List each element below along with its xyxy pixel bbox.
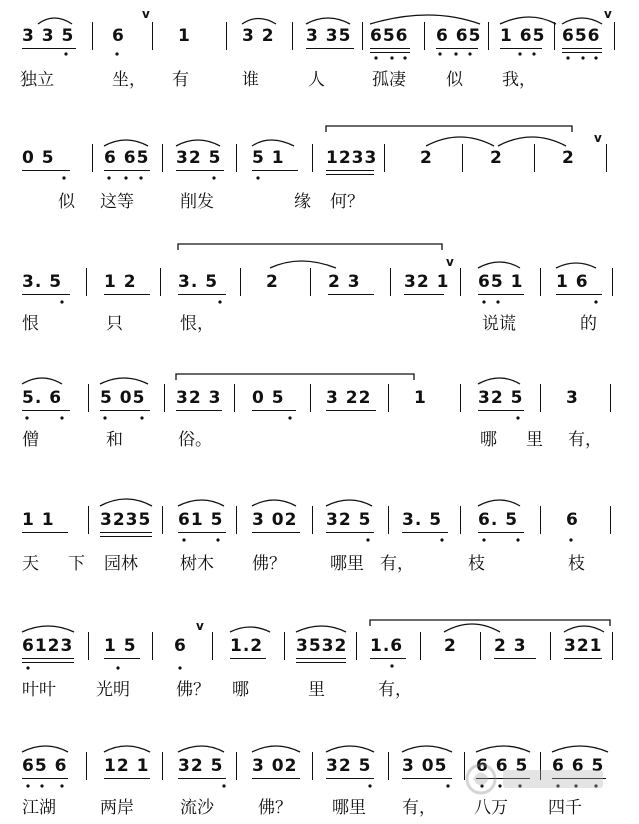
underline [326, 532, 374, 533]
underline [252, 410, 296, 411]
bar-line [362, 22, 363, 50]
bar-line [88, 506, 89, 534]
lyric-word: 只 [106, 314, 123, 334]
note-group: 32 5 [326, 510, 372, 530]
note-group: 1 [178, 26, 191, 46]
lyric-word: 哪里 [330, 554, 364, 574]
bar-line [236, 752, 237, 780]
lyric-word: 哪 [232, 680, 249, 700]
bar-line [606, 144, 607, 172]
lyric-word: 下 [68, 554, 85, 574]
bar-line [86, 752, 87, 780]
lyric-word: 树木 [180, 554, 214, 574]
note-group: 1 65 [500, 26, 546, 46]
note-group: 3 [566, 388, 579, 408]
note-group: 2 [562, 148, 575, 168]
note-group: 32 1 [404, 272, 450, 292]
note-group: 61 5 [178, 510, 224, 530]
bar-line [460, 384, 461, 412]
underline [328, 294, 374, 295]
bar-line [312, 752, 313, 780]
underline [252, 532, 300, 533]
bar-line [540, 506, 541, 534]
underline [252, 170, 298, 171]
note-group: 3 02 [252, 510, 298, 530]
note-group: 0 5 [22, 148, 55, 168]
note-group: 656 [370, 26, 409, 46]
score-system-2 [0, 118, 639, 228]
score-system-4 [0, 354, 639, 464]
note-group: 3 35 [306, 26, 352, 46]
bar-line [460, 506, 461, 534]
bar-line [388, 752, 389, 780]
note-group: 1.6 [370, 636, 404, 656]
underline [370, 52, 410, 53]
lyric-word: 枝 [468, 554, 485, 574]
underline [22, 658, 74, 659]
score-system-5 [0, 472, 639, 582]
underline [178, 778, 226, 779]
underline [104, 170, 150, 171]
note-group: 6 6 5 [552, 756, 605, 776]
bar-line [240, 268, 241, 296]
lyric-word: 园林 [104, 554, 138, 574]
underline [402, 532, 448, 533]
note-group: 3532 [296, 636, 348, 656]
bar-line [550, 632, 551, 660]
underline [176, 410, 222, 411]
note-group: 3. 5 [402, 510, 443, 530]
note-group: 656 [562, 26, 601, 46]
note-group: 3. 5 [22, 272, 63, 292]
lyric-word: 僧 [22, 430, 39, 450]
bar-line [420, 632, 421, 660]
bar-line [92, 22, 93, 50]
bar-line [310, 268, 311, 296]
note-group: 3 2 [242, 26, 275, 46]
underline [478, 532, 524, 533]
bar-line [460, 268, 461, 296]
underline [100, 536, 152, 537]
bar-line [162, 506, 163, 534]
note-group: 65 6 [22, 756, 68, 776]
lyric-word: 孤凄 [372, 70, 406, 90]
bar-line [424, 22, 425, 50]
lyric-word: 枝 [568, 554, 585, 574]
lyric-word: 有， [380, 554, 414, 574]
underline [22, 170, 70, 171]
breath-mark: v [196, 619, 204, 633]
underline [402, 778, 452, 779]
lyric-word: 的 [580, 314, 597, 334]
bar-line [388, 506, 389, 534]
underline [562, 48, 602, 49]
note-group: 32 3 [176, 388, 222, 408]
lyric-word: 佛？ [252, 554, 286, 574]
underline [22, 778, 68, 779]
bar-line [612, 268, 613, 296]
lyric-word: 缘 [294, 192, 311, 212]
lyric-word: 俗。 [178, 430, 212, 450]
lyric-word: 四千 [548, 798, 582, 818]
underline [370, 48, 410, 49]
lyric-word: 说谎 [482, 314, 516, 334]
bar-line [388, 384, 389, 412]
underline [296, 662, 346, 663]
note-group: 6 [174, 636, 187, 656]
bar-line [88, 384, 89, 412]
note-group: 32 5 [326, 756, 372, 776]
bar-line [236, 506, 237, 534]
bar-line [610, 506, 611, 534]
underline [22, 294, 70, 295]
bar-line [234, 384, 235, 412]
lyric-word: 独立 [20, 70, 54, 90]
note-group: 3235 [100, 510, 152, 530]
lyric-word: 流沙 [180, 798, 214, 818]
breath-mark: v [594, 131, 602, 145]
bar-line [292, 22, 293, 50]
note-group: 32 5 [178, 756, 224, 776]
note-group: 1.2 [230, 636, 264, 656]
underline [178, 532, 226, 533]
lyric-word: 叶叶 [22, 680, 56, 700]
note-group: 2 [420, 148, 433, 168]
lyric-word: 何？ [330, 192, 364, 212]
bar-line [86, 268, 87, 296]
lyric-word: 里 [526, 430, 543, 450]
bar-line [160, 268, 161, 296]
lyric-word: 佛？ [258, 798, 292, 818]
note-group: 3 05 [402, 756, 448, 776]
bar-line [488, 22, 489, 50]
note-group: 32 5 [176, 148, 222, 168]
note-group: 5 1 [252, 148, 285, 168]
lyric-word: 八万 [474, 798, 508, 818]
bar-line [284, 632, 285, 660]
underline [104, 294, 150, 295]
bar-line [614, 22, 615, 50]
lyric-word: 有 [172, 70, 189, 90]
note-group: 1 1 [22, 510, 55, 530]
note-group: 6. 5 [478, 510, 519, 530]
bar-line [356, 632, 357, 660]
underline [556, 294, 602, 295]
underline [178, 294, 226, 295]
underline [100, 410, 150, 411]
note-group: 2 [266, 272, 279, 292]
bar-line [164, 384, 165, 412]
bar-line [390, 268, 391, 296]
bar-line [92, 144, 93, 172]
bar-line [226, 22, 227, 50]
lyric-word: 佛？ [176, 680, 210, 700]
lyric-word: 两岸 [100, 798, 134, 818]
underline [176, 170, 224, 171]
note-group: 3 3 5 [22, 26, 75, 46]
note-group: 5. 6 [22, 388, 63, 408]
bar-line [554, 22, 555, 50]
bar-line [384, 144, 385, 172]
underline [22, 532, 68, 533]
underline [22, 48, 76, 49]
note-group: 2 [490, 148, 503, 168]
bar-line [312, 144, 313, 172]
lyric-word: 谁 [242, 70, 259, 90]
lyric-word: 似 [446, 70, 463, 90]
underline [100, 532, 152, 533]
breath-mark: v [142, 7, 150, 21]
note-group: 6 65 [436, 26, 482, 46]
lyric-word: 有， [568, 430, 602, 450]
underline [404, 294, 444, 295]
bar-line [212, 632, 213, 660]
underline [478, 294, 524, 295]
note-group: 2 3 [494, 636, 527, 656]
note-group: 1233 [326, 148, 378, 168]
note-group: 1 6 [556, 272, 589, 292]
note-group: 1 [414, 388, 427, 408]
underline [564, 658, 602, 659]
underline [478, 410, 524, 411]
bar-line [152, 22, 153, 50]
note-group: 6 6 5 [476, 756, 529, 776]
bar-line [480, 632, 481, 660]
lyric-word: 似 [58, 192, 75, 212]
lyric-word: 恨， [180, 314, 214, 334]
underline [562, 52, 602, 53]
note-group: 2 3 [328, 272, 361, 292]
bar-line [534, 144, 535, 172]
underline [326, 174, 374, 175]
underline [296, 658, 346, 659]
breath-mark: v [604, 7, 612, 21]
bar-line [310, 384, 311, 412]
note-group: 12 1 [104, 756, 150, 776]
lyric-word: 坐， [112, 70, 146, 90]
lyric-word: 哪里 [332, 798, 366, 818]
lyric-word: 光明 [96, 680, 130, 700]
underline [22, 662, 74, 663]
bar-line [236, 144, 237, 172]
note-group: 3 22 [326, 388, 372, 408]
note-group: 32 5 [478, 388, 524, 408]
bar-line [612, 632, 613, 660]
note-group: 6 [112, 26, 125, 46]
note-group: 0 5 [252, 388, 285, 408]
underline [22, 410, 70, 411]
bar-line [462, 144, 463, 172]
bar-line [162, 752, 163, 780]
lyric-word: 里 [308, 680, 325, 700]
lyric-word: 有， [402, 798, 436, 818]
underline [104, 658, 140, 659]
lyric-word: 江湖 [22, 798, 56, 818]
bar-line [152, 632, 153, 660]
lyric-word: 恨 [22, 314, 39, 334]
note-group: 3. 5 [178, 272, 219, 292]
lyric-word: 人 [308, 70, 325, 90]
bar-line [88, 632, 89, 660]
breath-mark: v [446, 255, 454, 269]
bar-line [540, 268, 541, 296]
note-group: 1 2 [104, 272, 137, 292]
note-group: 6 [566, 510, 579, 530]
underline [326, 410, 376, 411]
lyric-word: 天 [22, 554, 39, 574]
underline [326, 170, 374, 171]
note-group: 5 05 [100, 388, 146, 408]
note-group: 65 1 [478, 272, 524, 292]
underline [252, 778, 300, 779]
lyric-word: 哪 [480, 430, 497, 450]
underline [370, 658, 406, 659]
underline [306, 48, 354, 49]
score-system-1 [0, 0, 639, 110]
underline [500, 48, 542, 49]
score-system-3 [0, 236, 639, 346]
bar-line [610, 384, 611, 412]
lyric-word: 这等 [100, 192, 134, 212]
note-group: 6123 [22, 636, 74, 656]
underline [494, 658, 536, 659]
underline [230, 658, 266, 659]
bar-line [312, 506, 313, 534]
watermark-logo [461, 758, 611, 800]
bar-line [540, 384, 541, 412]
lyric-word: 削发 [180, 192, 214, 212]
note-group: 1 5 [104, 636, 137, 656]
lyric-word: 我， [502, 70, 536, 90]
lyric-word: 和 [106, 430, 123, 450]
score-system-6 [0, 592, 639, 702]
lyric-word: 有， [378, 680, 412, 700]
note-group: 321 [564, 636, 603, 656]
note-group: 2 [444, 636, 457, 656]
note-group: 6 65 [104, 148, 150, 168]
underline [326, 778, 374, 779]
note-group: 3 02 [252, 756, 298, 776]
bar-line [162, 144, 163, 172]
underline [436, 48, 478, 49]
underline [104, 778, 150, 779]
